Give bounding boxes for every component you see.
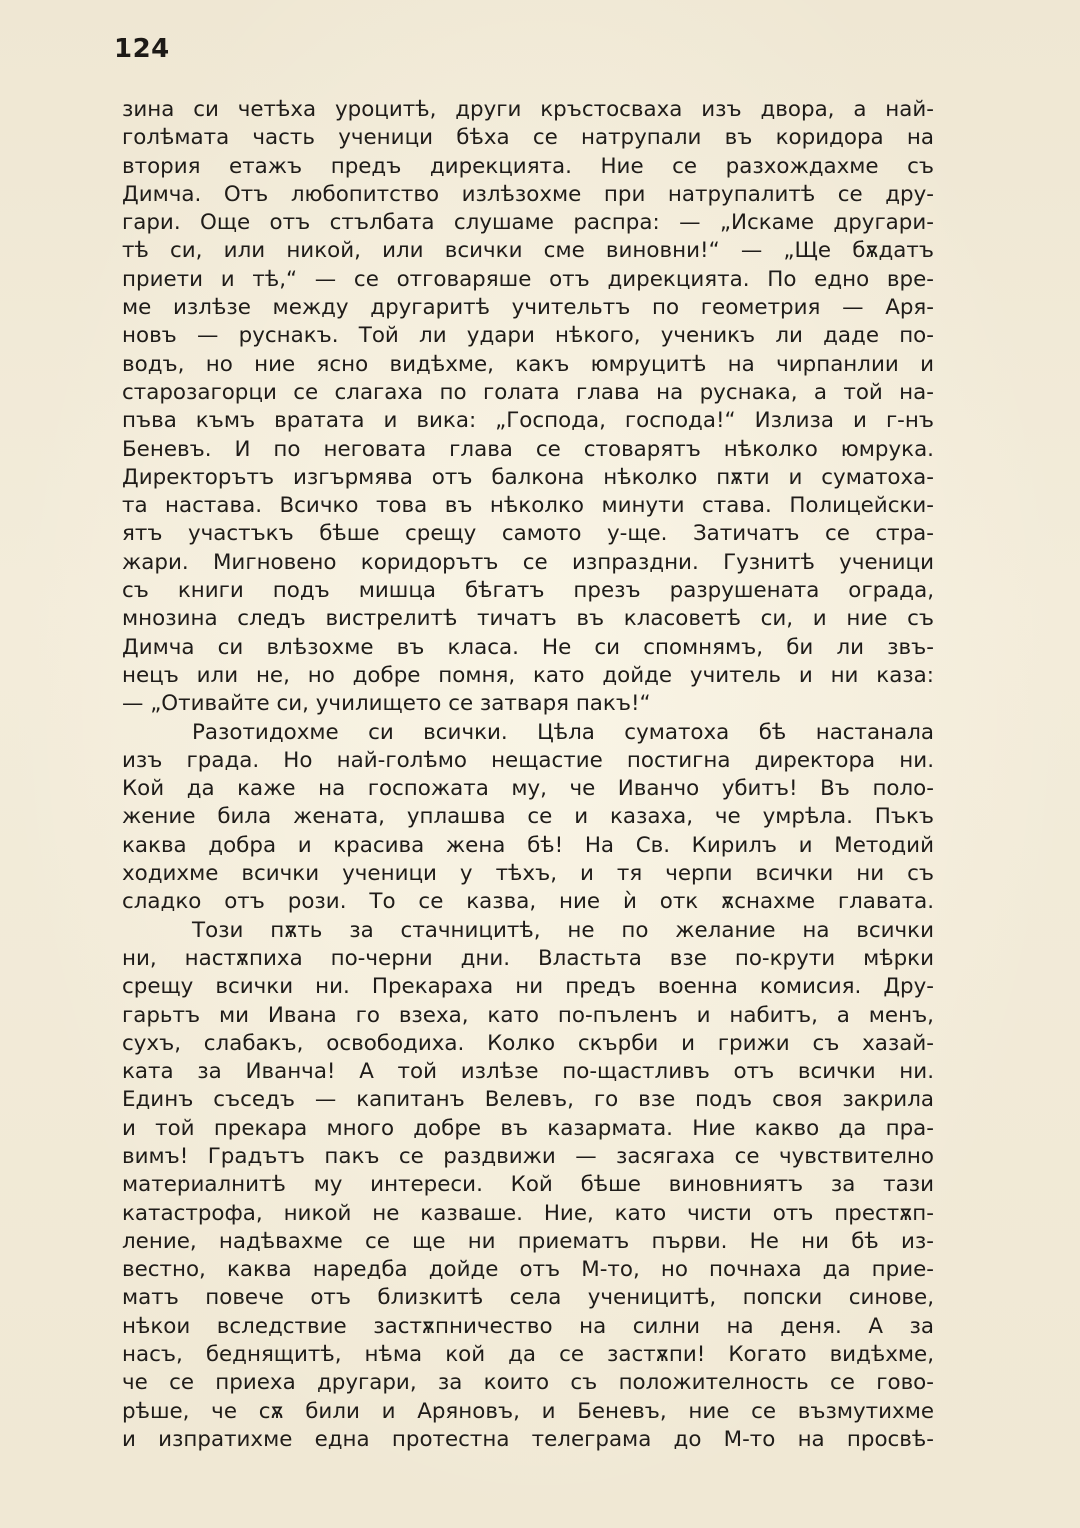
text-line: пъва къмъ вратата и вика: „Господа, господа!“ Излиза и г-нъ [122,408,934,434]
text-line: Кой да каже на госпожата му, че Иванчо убитъ! Въ поло- [122,776,934,802]
text-line: матъ повече отъ близкитѣ села ученицитѣ, попски синове, [122,1285,934,1311]
text-line: втория етажъ предъ дирекцията. Ние се разхождахме съ [122,153,934,179]
text-line: Единъ съседъ — капитанъ Велевъ, го взе подъ своя закрила [122,1087,934,1113]
text-line: ката за Иванча! А той излѣзе по-щастливъ отъ всички ни. [122,1059,934,1085]
text-line: зина си четѣха уроцитѣ, други кръстосваха изъ двора, а най- [122,97,934,122]
text-line: Димча. Отъ любопитство излѣзохме при натрупалитѣ се дру- [122,181,934,207]
text-line: приети и тѣ,“ — се отговаряше отъ дирекцията. По едно вре- [122,266,934,292]
text-line: че се приеха другари, за които съ положителность се гово- [122,1370,934,1396]
text-line: съ книги подъ мишца бѣгатъ презъ разрушената ограда, [122,578,934,604]
text-line: Директорътъ изгърмява отъ балкона нѣколко пѫти и суматоха- [122,464,934,490]
text-line: сладко отъ рози. То се казва, ние ѝ отк ѫснахме главата. [122,889,934,915]
text-line: ме излѣзе между другаритѣ учительтъ по геометрия — Аря- [122,295,934,321]
text-line: материалнитѣ му интереси. Кой бѣше виновниятъ за тази [122,1172,934,1198]
text-line: каква добра и красива жена бѣ! На Св. Кирилъ и Методий [122,832,934,858]
text-line: мнозина следъ вистрелитѣ тичатъ въ класоветѣ си, и ние съ [122,606,934,632]
text-line: и изпратихме една протестна телеграма до М-то на просвѣ- [122,1426,934,1452]
body-text [122,96,934,1454]
text-line: ходихме всички ученици у тѣхъ, и тя черпи всички ни съ [122,861,934,887]
text-line: вимъ! Градътъ пакъ се раздвижи — засягаха се чувствително [122,1143,934,1169]
text-line: новъ — руснакъ. Той ли удари нѣкого, ученикъ ли даде по- [122,323,934,349]
text-line: голѣмата часть ученици бѣха се натрупали въ коридора на [122,125,934,151]
text-line: старозагорци се слагаха по голата глава на руснака, а той на- [122,379,934,405]
text-line: вестно, каква наредба дойде отъ М-то, но почнаха да прие- [122,1257,934,1283]
text-line: тѣ си, или никой, или всички сме виновни!“ — „Ще бѫдатъ [122,238,934,264]
text-line: нецъ или не, но добре помня, като дойде учитель и ни каза: [122,662,934,688]
text-line: Беневъ. И по неговата глава се стоварятъ нѣколко юмрука. [122,436,934,462]
text-line: жение била жената, уплашва се и казаха, че умрѣла. Пъкъ [122,804,934,830]
text-line: сухъ, слабакъ, освободиха. Колко скърби и грижи съ хазай- [122,1030,934,1056]
text-line: изъ града. Но най-голѣмо нещастие постигна директора ни. [122,747,934,773]
text-line: та настава. Всичко това въ нѣколко минути става. Полицейски- [122,493,934,519]
text-line: ни, настѫпиха по-черни дни. Властьта взе по-крути мѣрки [122,945,934,971]
text-line: гари. Още отъ стълбата слушаме распра: — „Искаме другари- [122,210,934,236]
text-line: рѣше, че сѫ били и Аряновъ, и Беневъ, ние се възмутихме [122,1398,934,1424]
text-line: Разотидохме си всички. Цѣла суматоха бѣ настанала [192,719,934,745]
text-line: жари. Мигновено коридорътъ се изпраздни. Гузнитѣ ученици [122,549,934,575]
text-line: Димча си влѣзохме въ класа. Не си спомнямъ, би ли звъ- [122,634,934,660]
text-line: водъ, но ние ясно видѣхме, какъ юмруцитѣ на чирпанлии и [122,351,934,377]
text-line: нѣкои вследствие застѫпничество на силни на деня. А за [122,1313,934,1339]
page-number: 124 [114,34,170,64]
text-line: ление, надѣвахме се ще ни приематъ първи. Не ни бѣ из- [122,1228,934,1254]
text-line: катастрофа, никой не казваше. Ние, като чисти отъ престѫп- [122,1200,934,1226]
text-line: Този пѫть за стачницитѣ, не по желание на всички [192,917,934,943]
text-line: насъ, беднящитѣ, нѣма кой да се застѫпи! Когато видѣхме, [122,1342,934,1368]
text-line: срещу всички ни. Прекараха ни предъ военна комисия. Дру- [122,974,934,1000]
text-line: и той прекара много добре въ казармата. Ние какво да пра- [122,1115,934,1141]
text-line: ятъ участъкъ бѣше срещу самото у-ще. Затичатъ се стра- [122,521,934,547]
text-line: гарьтъ ми Ивана го взеха, като по-пъленъ и набитъ, а менъ, [122,1002,934,1028]
text-line: — „Отивайте си, училището се затваря пакъ!“ [122,691,651,717]
